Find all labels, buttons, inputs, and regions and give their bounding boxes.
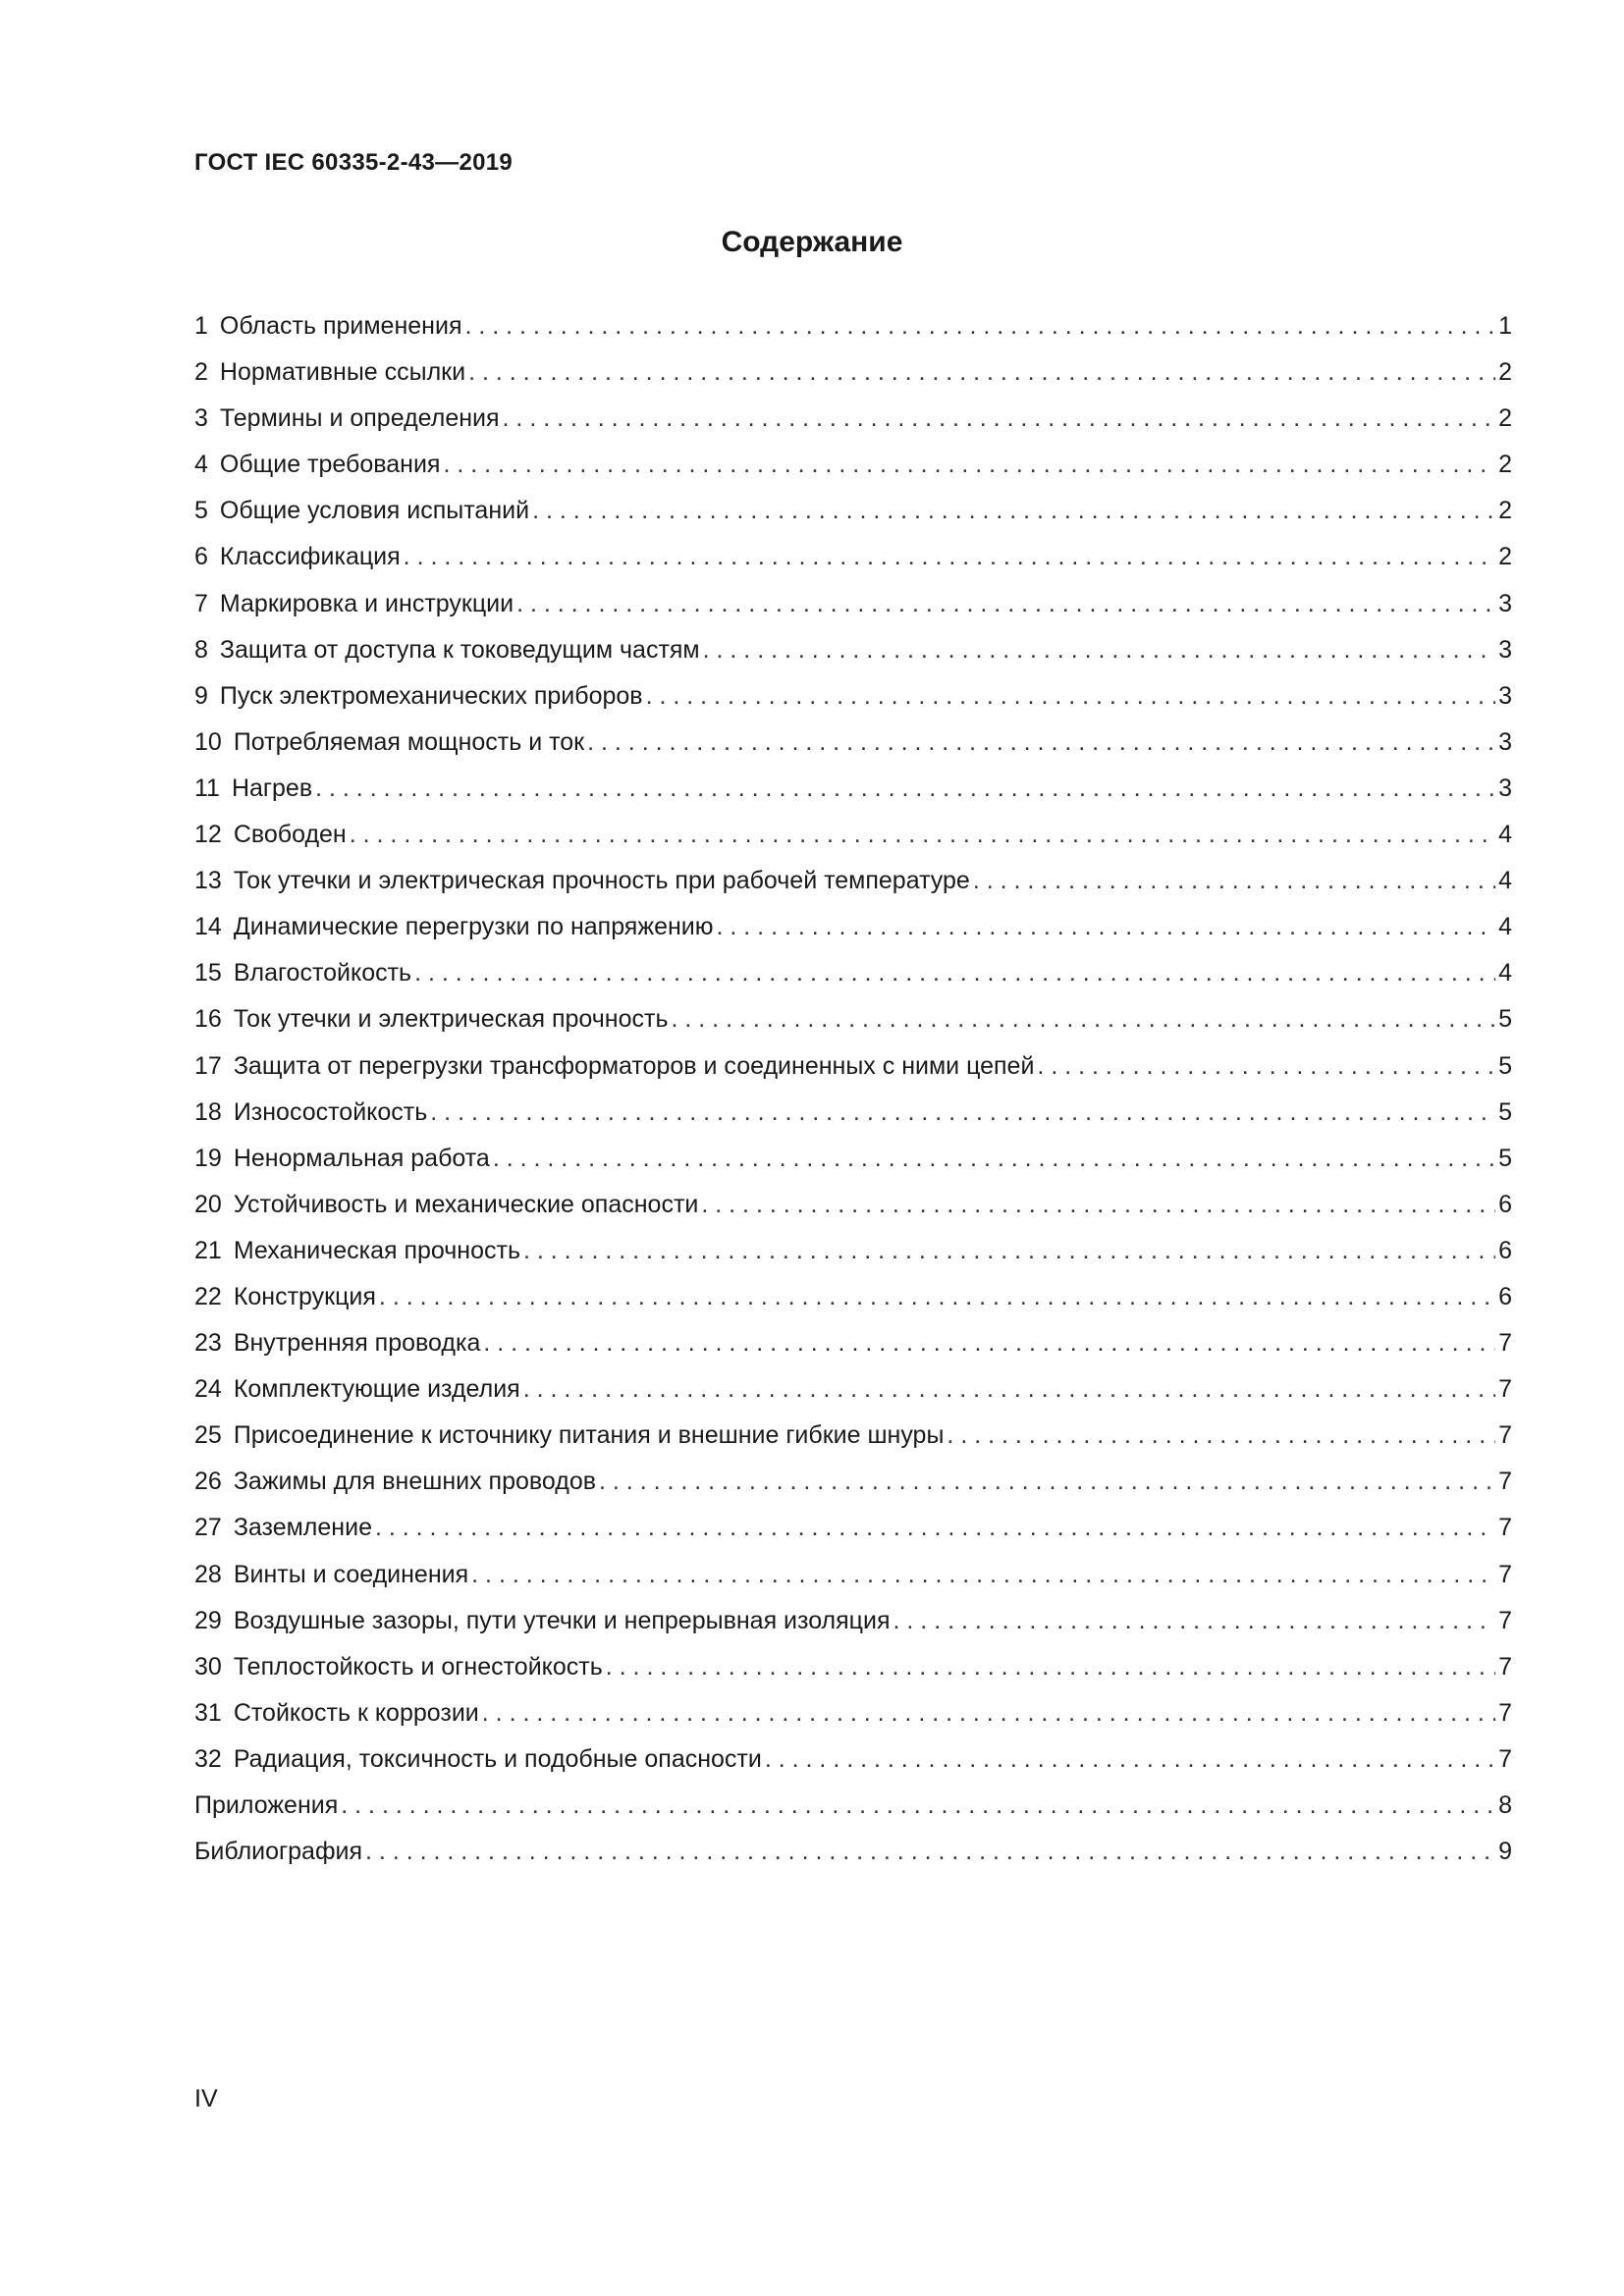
- toc-entry[interactable]: [194, 1002, 1512, 1048]
- toc-entry-page: 7: [1498, 1329, 1512, 1358]
- toc-entry-number: 29: [194, 1606, 222, 1634]
- toc-entry-number: 7: [194, 589, 208, 617]
- toc-entry-number: 16: [194, 1005, 222, 1034]
- toc-entry-number: 15: [194, 959, 222, 988]
- toc-entry-label: Заземление: [233, 1514, 372, 1542]
- toc-entry-page: 2: [1498, 543, 1512, 571]
- toc-entry-label: Присоединение к источнику питания и внешние гибкие шнуры: [233, 1421, 945, 1450]
- toc-dot-leader: [701, 1188, 1495, 1221]
- toc-entry-label: Классификация: [219, 543, 401, 571]
- toc-entry-page: 3: [1498, 635, 1512, 664]
- toc-entry-label: Комплектующие изделия: [233, 1375, 520, 1404]
- toc-dot-leader: [973, 864, 1495, 897]
- toc-entry-number: 8: [194, 635, 208, 664]
- toc-dot-leader: [379, 1280, 1495, 1313]
- toc-entry-number: 19: [194, 1144, 222, 1172]
- toc-entry-page: 2: [1498, 358, 1512, 387]
- toc-entry[interactable]: [194, 633, 1512, 679]
- toc-dot-leader: [717, 910, 1496, 943]
- toc-entry-page: 3: [1498, 589, 1512, 617]
- toc-entry-number: 6: [194, 543, 208, 571]
- toc-entry-number: 18: [194, 1097, 222, 1126]
- toc-entry-label: Устойчивость и механические опасности: [233, 1190, 699, 1218]
- toc-entry-number: 23: [194, 1329, 222, 1358]
- toc-entry[interactable]: [194, 1558, 1512, 1604]
- toc-entry-label: Воздушные зазоры, пути утечки и непрерывная изоляция: [233, 1606, 891, 1634]
- toc-dot-leader: [703, 633, 1495, 667]
- toc-dot-leader: [414, 956, 1495, 989]
- toc-entry-label: Приложения: [194, 1791, 339, 1819]
- toc-entry-page: 9: [1498, 1838, 1512, 1866]
- toc-dot-leader: [430, 1095, 1495, 1129]
- toc-entry-label: Термины и определения: [219, 404, 500, 433]
- toc-entry-label: Радиация, токсичность и подобные опасности: [233, 1744, 762, 1773]
- toc-entry[interactable]: [194, 818, 1512, 864]
- toc-dot-leader: [947, 1418, 1495, 1452]
- toc-entry-label: Внутренняя проводка: [233, 1329, 481, 1358]
- toc-entry[interactable]: [194, 309, 1512, 355]
- toc-entry-label: Нормативные ссылки: [219, 358, 466, 387]
- toc-dot-leader: [1037, 1049, 1495, 1083]
- toc-dot-leader: [672, 1002, 1496, 1036]
- toc-entry-number: 17: [194, 1051, 222, 1080]
- toc-entry-label: Влагостойкость: [233, 959, 412, 988]
- toc-entry-number: 21: [194, 1236, 222, 1264]
- toc-entry[interactable]: [194, 956, 1512, 1002]
- toc-dot-leader: [375, 1511, 1495, 1544]
- toc-entry-number: 12: [194, 821, 222, 849]
- toc-entry[interactable]: [194, 1326, 1512, 1372]
- toc-entry[interactable]: [194, 1742, 1512, 1789]
- toc-entry[interactable]: [194, 1234, 1512, 1280]
- toc-entry-number: 28: [194, 1560, 222, 1588]
- toc-entry-number: 31: [194, 1698, 222, 1727]
- toc-entry[interactable]: [194, 401, 1512, 448]
- toc-entry-label: Общие условия испытаний: [219, 497, 530, 525]
- toc-entry[interactable]: [194, 1280, 1512, 1326]
- toc-entry-number: 11: [194, 774, 220, 802]
- toc-entry-page: 4: [1498, 867, 1512, 895]
- toc-entry[interactable]: [194, 1511, 1512, 1557]
- toc-entry[interactable]: [194, 1696, 1512, 1742]
- toc-entry-page: 7: [1498, 1560, 1512, 1588]
- toc-entry-number: 10: [194, 727, 222, 756]
- toc-entry[interactable]: [194, 772, 1512, 818]
- toc-entry-number: 2: [194, 358, 208, 387]
- toc-entry-page: 5: [1498, 1144, 1512, 1172]
- toc-entry-label: Ненормальная работа: [233, 1144, 490, 1172]
- toc-entry[interactable]: [194, 355, 1512, 401]
- toc-dot-leader: [516, 587, 1495, 620]
- toc-entry-label: Теплостойкость и огнестойкость: [233, 1652, 603, 1681]
- toc-dot-leader: [468, 355, 1495, 389]
- toc-dot-leader: [365, 1835, 1495, 1868]
- toc-entry-label: Износостойкость: [233, 1097, 428, 1126]
- toc-dot-leader: [443, 448, 1495, 481]
- toc-entry-label: Библиография: [194, 1838, 363, 1866]
- toc-dot-leader: [606, 1650, 1495, 1683]
- toc-dot-leader: [523, 1372, 1495, 1406]
- toc-entry[interactable]: [194, 1188, 1512, 1234]
- toc-entry-label: Ток утечки и электрическая прочность: [233, 1005, 669, 1034]
- toc-entry-page: 7: [1498, 1375, 1512, 1404]
- toc-entry-page: 7: [1498, 1606, 1512, 1634]
- toc-dot-leader: [893, 1604, 1496, 1637]
- toc-entry[interactable]: [194, 1418, 1512, 1465]
- toc-entry-page: 3: [1498, 727, 1512, 756]
- toc-dot-leader: [493, 1142, 1495, 1175]
- toc-dot-leader: [765, 1742, 1495, 1776]
- toc-entry-label: Пуск электромеханических приборов: [219, 681, 643, 710]
- toc-entry-number: 25: [194, 1421, 222, 1450]
- toc-entry-label: Механическая прочность: [233, 1236, 520, 1264]
- toc-dot-leader: [503, 401, 1496, 435]
- toc-dot-leader: [523, 1234, 1495, 1267]
- toc-entry[interactable]: [194, 587, 1512, 633]
- toc-entry-label: Динамические перегрузки по напряжению: [233, 913, 714, 941]
- toc-entry-number: 32: [194, 1744, 222, 1773]
- toc-entry-label: Потребляемая мощность и ток: [233, 727, 585, 756]
- toc-entry-page: 7: [1498, 1698, 1512, 1727]
- toc-entry[interactable]: [194, 1372, 1512, 1418]
- toc-entry[interactable]: [194, 725, 1512, 772]
- document-header-id: ГОСТ IEC 60335-2-43—2019: [194, 149, 514, 176]
- toc-entry-number: 30: [194, 1652, 222, 1681]
- toc-entry-page: 7: [1498, 1744, 1512, 1773]
- toc-entry-number: 4: [194, 451, 208, 479]
- toc-entry-page: 2: [1498, 497, 1512, 525]
- toc-dot-leader: [599, 1465, 1495, 1498]
- toc-entry-number: 5: [194, 497, 208, 525]
- toc-entry-label: Нагрев: [231, 774, 313, 802]
- toc-entry[interactable]: [194, 540, 1512, 586]
- toc-entry[interactable]: [194, 1604, 1512, 1650]
- toc-dot-leader: [483, 1326, 1495, 1360]
- toc-entry-page: 4: [1498, 959, 1512, 988]
- toc-entry[interactable]: [194, 1465, 1512, 1511]
- toc-entry-page: 4: [1498, 913, 1512, 941]
- toc-entry-page: 7: [1498, 1421, 1512, 1450]
- toc-entry-page: 1: [1498, 312, 1512, 340]
- page-number: IV: [194, 2085, 218, 2112]
- toc-entry-label: Защита от перегрузки трансформаторов и соединенных с ними цепей: [233, 1051, 1035, 1080]
- toc-entry-page: 7: [1498, 1652, 1512, 1681]
- toc-dot-leader: [404, 540, 1495, 573]
- toc-entry-label: Конструкция: [233, 1282, 376, 1310]
- toc-dot-leader: [350, 818, 1495, 851]
- toc-entry-label: Свободен: [233, 821, 347, 849]
- toc-entry-number: 22: [194, 1282, 222, 1310]
- toc-entry-number: 9: [194, 681, 208, 710]
- toc-entry-number: 3: [194, 404, 208, 433]
- toc-title: Содержание: [721, 226, 903, 258]
- toc-entry-page: 4: [1498, 821, 1512, 849]
- toc-entry-label: Ток утечки и электрическая прочность при рабочей температуре: [233, 867, 970, 895]
- toc-entry-page: 6: [1498, 1236, 1512, 1264]
- toc-dot-leader: [471, 1558, 1495, 1591]
- toc-entry[interactable]: [194, 864, 1512, 910]
- toc-entry-page: 3: [1498, 774, 1512, 802]
- toc-entry-page: 3: [1498, 681, 1512, 710]
- toc-entry[interactable]: [194, 1789, 1512, 1835]
- toc-entry[interactable]: [194, 1049, 1512, 1095]
- toc-entry-number: 13: [194, 867, 222, 895]
- toc-dot-leader: [315, 772, 1495, 805]
- toc-dot-leader: [464, 309, 1495, 343]
- toc-entry-page: 7: [1498, 1514, 1512, 1542]
- toc-entry-label: Общие требования: [219, 451, 441, 479]
- toc-list: [194, 309, 1512, 1881]
- toc-entry-number: 14: [194, 913, 222, 941]
- toc-entry[interactable]: [194, 679, 1512, 725]
- toc-entry[interactable]: [194, 1835, 1512, 1881]
- toc-entry-number: 27: [194, 1514, 222, 1542]
- toc-entry-page: 6: [1498, 1190, 1512, 1218]
- toc-entry-label: Стойкость к коррозии: [233, 1698, 479, 1727]
- toc-dot-leader: [532, 494, 1495, 527]
- toc-entry-page: 2: [1498, 451, 1512, 479]
- toc-entry-label: Маркировка и инструкции: [219, 589, 514, 617]
- toc-entry[interactable]: [194, 494, 1512, 540]
- toc-entry-number: 1: [194, 312, 208, 340]
- toc-entry[interactable]: [194, 448, 1512, 494]
- toc-entry-label: Зажимы для внешних проводов: [233, 1468, 597, 1496]
- toc-entry-label: Винты и соединения: [233, 1560, 469, 1588]
- toc-entry[interactable]: [194, 1095, 1512, 1142]
- toc-entry-number: 24: [194, 1375, 222, 1404]
- toc-entry[interactable]: [194, 1650, 1512, 1696]
- toc-entry-page: 2: [1498, 404, 1512, 433]
- toc-dot-leader: [587, 725, 1495, 759]
- toc-dot-leader: [646, 679, 1496, 713]
- toc-entry[interactable]: [194, 910, 1512, 956]
- toc-entry-page: 8: [1498, 1791, 1512, 1819]
- toc-entry-page: 6: [1498, 1282, 1512, 1310]
- toc-entry-label: Защита от доступа к токоведущим частям: [219, 635, 700, 664]
- toc-entry-label: Область применения: [219, 312, 462, 340]
- toc-dot-leader: [341, 1789, 1495, 1822]
- toc-entry[interactable]: [194, 1142, 1512, 1188]
- toc-entry-number: 26: [194, 1468, 222, 1496]
- toc-entry-page: 5: [1498, 1097, 1512, 1126]
- toc-entry-page: 5: [1498, 1005, 1512, 1034]
- toc-entry-page: 5: [1498, 1051, 1512, 1080]
- toc-entry-number: 20: [194, 1190, 222, 1218]
- toc-entry-page: 7: [1498, 1468, 1512, 1496]
- toc-dot-leader: [482, 1696, 1495, 1730]
